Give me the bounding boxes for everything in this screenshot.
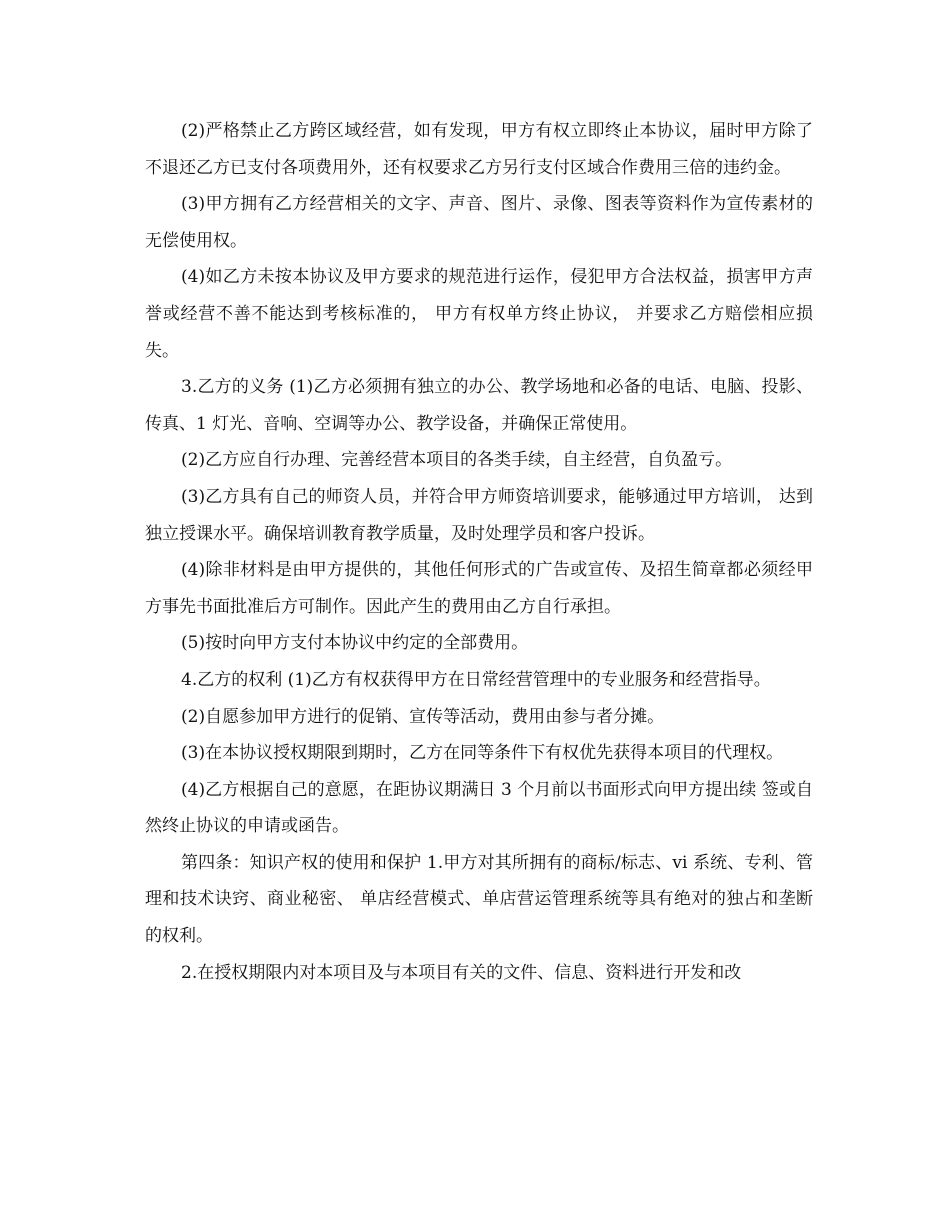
paragraph: (3)在本协议授权期限到期时，乙方在同等条件下有权优先获得本项目的代理权。	[181, 743, 784, 764]
paragraph: (3)甲方拥有乙方经营相关的文字、声音、图片、录像、图表等资料作为宣传素材的无偿使用权。	[145, 194, 813, 251]
paragraph: (4)除非材料是由甲方提供的，其他任何形式的广告或宣传、及招生简章都必须经甲 方事先书面批准后方可制作。因此产生的费用由乙方自行承担。	[145, 560, 819, 617]
paragraph: (5)按时向甲方支付本协议中约定的全部费用。	[181, 633, 529, 654]
paragraph: (3)乙方具有自己的师资人员，并符合甲方师资培训要求，能够通过甲方培训， 达到独立授课水平。确保培训教育教学质量，及时处理学员和客户投诉。	[145, 486, 813, 544]
paragraph: (2)乙方应自行办理、完善经营本项目的各类手续，自主经营，自负盈亏。	[181, 450, 733, 471]
paragraph: (4)乙方根据自己的意愿，在距协议期满日 3 个月前以书面形式向甲方提出续 签或自然终止协议的申请或函告。	[145, 779, 813, 837]
paragraph: 2.在授权期限内对本项目及与本项目有关的文件、信息、资料进行开发和改	[181, 962, 742, 983]
paragraph: 4.乙方的权利 (1)乙方有权获得甲方在日常经营管理中的专业服务和经营指导。	[181, 669, 771, 690]
paragraph: 3.乙方的义务 (1)乙方必须拥有独立的办公、教学场地和必备的电话、电脑、投影、传真、1 灯光、音响、空调等办公、教学设备，并确保正常使用。	[145, 377, 813, 434]
document-body	[145, 113, 819, 991]
paragraph: (2)严格禁止乙方跨区域经营，如有发现，甲方有权立即终止本协议，届时甲方除了 不退还乙方已支付各项费用外，还有权要求乙方另行支付区域合作费用三倍的违约金。	[145, 121, 819, 178]
paragraph: (2)自愿参加甲方进行的促销、宣传等活动，费用由参与者分摊。	[181, 706, 665, 727]
paragraph: (4)如乙方未按本协议及甲方要求的规范进行运作，侵犯甲方合法权益，损害甲方声 誉或经营不善不能达到考核标准的， 甲方有权单方终止协议， 并要求乙方赔偿相应损失。	[145, 267, 819, 361]
paragraph: 第四条：知识产权的使用和保护 1.甲方对其所拥有的商标/标志、vi 系统、专利、管理和技术诀窍、商业秘密、 单店经营模式、单店营运管理系统等具有绝对的独占和垄断的权利。	[145, 852, 813, 947]
